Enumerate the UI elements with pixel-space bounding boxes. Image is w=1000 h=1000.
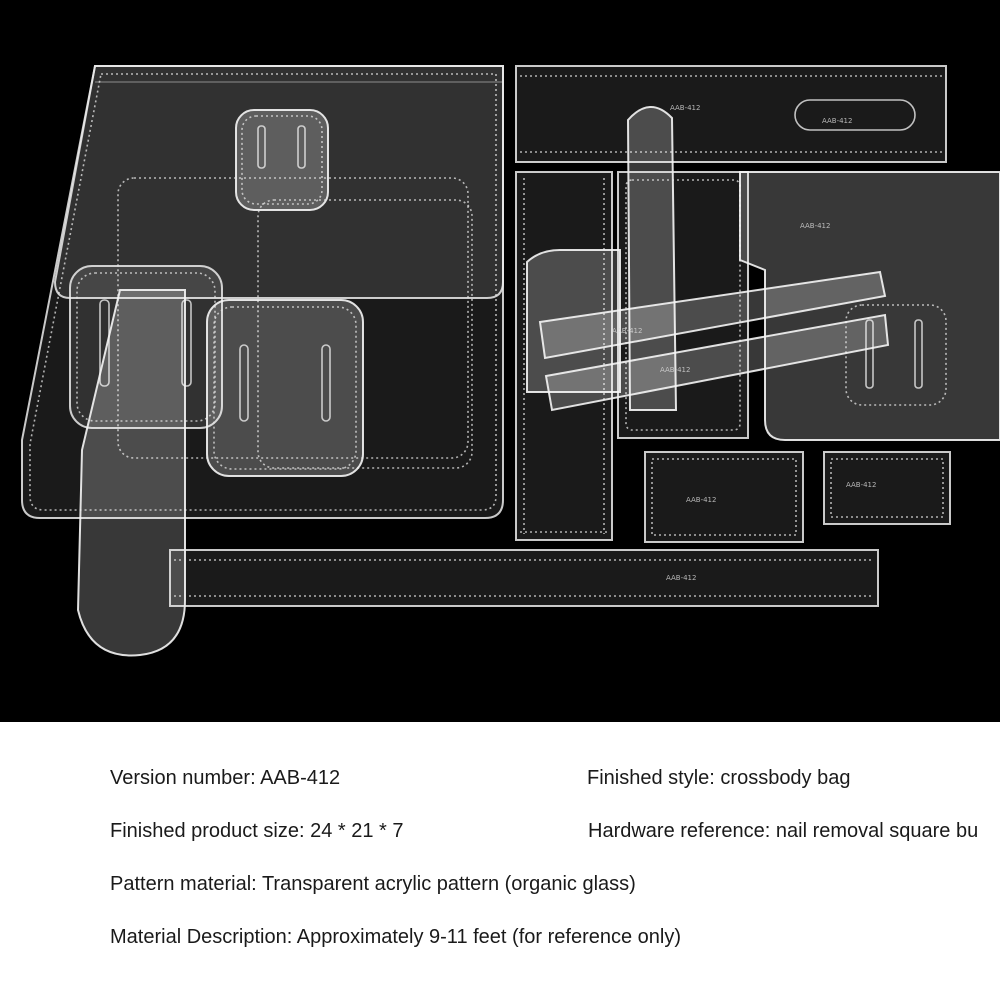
spec-finished-size bbox=[110, 819, 404, 843]
spec-label: Pattern material: bbox=[110, 873, 257, 895]
spec-value: Transparent acrylic pattern (organic glass) bbox=[261, 873, 636, 895]
spec-label: Version number: bbox=[110, 767, 256, 789]
pattern-code-label: AAB-412 bbox=[822, 117, 853, 125]
spec-version-number bbox=[110, 766, 340, 790]
specifications bbox=[0, 722, 1000, 1000]
small-piece-2 bbox=[824, 452, 950, 524]
spec-value: nail removal square bu bbox=[775, 820, 979, 842]
spec-label: Hardware reference: bbox=[588, 820, 771, 842]
pattern-code-label: AAB-412 bbox=[846, 481, 877, 489]
spec-value: Approximately 9-11 feet (for reference only) bbox=[296, 926, 681, 948]
spec-value: 24 * 21 * 7 bbox=[310, 820, 404, 842]
long-strap-bottom bbox=[170, 550, 878, 606]
spec-pattern-material bbox=[110, 872, 636, 896]
spec-value: crossbody bag bbox=[720, 767, 851, 789]
gusset-strip-top bbox=[516, 66, 946, 162]
spec-value: AAB-412 bbox=[260, 767, 341, 789]
pattern-code-label: AAB-412 bbox=[686, 496, 717, 504]
small-piece-1 bbox=[645, 452, 803, 542]
buckle-panel bbox=[207, 300, 363, 476]
pattern-code-label: AAB-412 bbox=[670, 104, 701, 112]
pattern-code-label: AAB-412 bbox=[800, 222, 831, 230]
spec-label: Material Description: bbox=[110, 926, 293, 948]
pattern-code-label: AAB-412 bbox=[612, 327, 643, 335]
spec-label: Finished product size: bbox=[110, 820, 305, 842]
pattern-code-label: AAB-412 bbox=[660, 366, 691, 374]
pattern-code-label: AAB-412 bbox=[666, 574, 697, 582]
square-tab-top bbox=[236, 110, 328, 210]
spec-finished-style bbox=[587, 766, 850, 790]
spec-hardware-reference bbox=[588, 819, 978, 843]
spec-label: Finished style: bbox=[587, 767, 715, 789]
spec-material-description bbox=[110, 925, 681, 949]
